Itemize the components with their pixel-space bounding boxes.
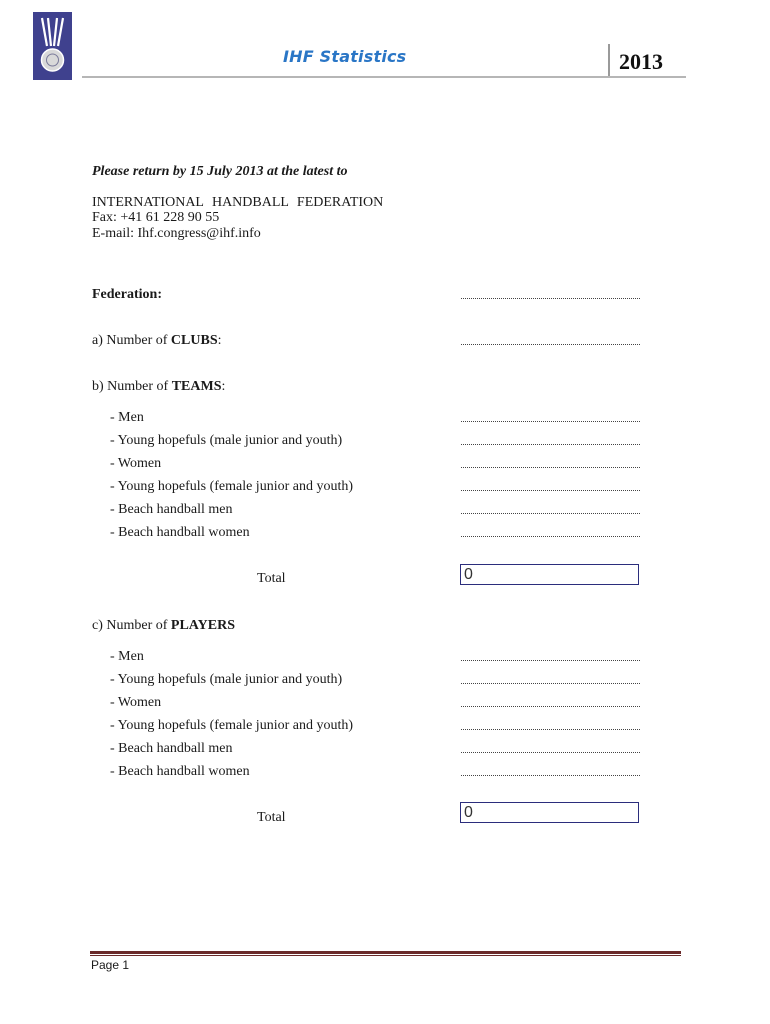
- teams-women-field[interactable]: [461, 465, 640, 468]
- players-item-women: - Women: [110, 695, 162, 710]
- ihf-emblem-icon: [33, 12, 72, 80]
- page-title: IHF Statistics: [283, 47, 407, 66]
- page-number: Page 1: [91, 958, 130, 972]
- players-women-field[interactable]: [461, 704, 640, 707]
- teams-item-men: - Men: [110, 410, 144, 425]
- players-total-value: 0: [464, 804, 473, 821]
- players-young-male-field[interactable]: [461, 681, 640, 684]
- players-item-beach-men: - Beach handball men: [110, 741, 233, 756]
- teams-total-value: 0: [464, 566, 473, 583]
- header-rule: [82, 76, 686, 78]
- teams-young-female-field[interactable]: [461, 488, 640, 491]
- teams-total-field[interactable]: [460, 564, 639, 585]
- teams-item-young-male: - Young hopefuls (male junior and youth): [110, 433, 343, 448]
- teams-item-women: - Women: [110, 456, 162, 471]
- players-total-label: Total: [257, 810, 286, 825]
- players-item-beach-women: - Beach handball women: [110, 764, 250, 779]
- teams-item-beach-women: - Beach handball women: [110, 525, 250, 540]
- header-divider: [608, 44, 610, 76]
- federation-label: Federation:: [92, 287, 162, 302]
- teams-beach-men-field[interactable]: [461, 511, 640, 514]
- players-young-female-field[interactable]: [461, 727, 640, 730]
- players-beach-men-field[interactable]: [461, 750, 640, 753]
- players-item-men: - Men: [110, 649, 144, 664]
- header-year: 2013: [619, 49, 663, 74]
- teams-item-young-female: - Young hopefuls (female junior and youth): [110, 479, 354, 494]
- email-address: E-mail: Ihf.congress@ihf.info: [92, 226, 261, 241]
- teams-total-label: Total: [257, 571, 286, 586]
- footer-rule-thin: [90, 955, 681, 956]
- deadline-text: Please return by 15 July 2013 at the latest to: [92, 164, 348, 179]
- organization-name: INTERNATIONAL HANDBALL FEDERATION: [92, 195, 384, 210]
- federation-field[interactable]: [461, 296, 640, 299]
- clubs-label: a) Number of CLUBS:: [92, 333, 222, 348]
- ihf-logo: [33, 12, 72, 80]
- fax-number: Fax: +41 61 228 90 55: [92, 210, 220, 225]
- teams-beach-women-field[interactable]: [461, 534, 640, 537]
- clubs-field[interactable]: [461, 342, 640, 345]
- players-item-young-female: - Young hopefuls (female junior and youth): [110, 718, 354, 733]
- teams-item-beach-men: - Beach handball men: [110, 502, 233, 517]
- players-total-field[interactable]: [460, 802, 639, 823]
- players-beach-women-field[interactable]: [461, 773, 640, 776]
- teams-heading: b) Number of TEAMS:: [92, 379, 226, 394]
- teams-men-field[interactable]: [461, 419, 640, 422]
- players-heading: c) Number of PLAYERS: [92, 618, 235, 633]
- footer-rule: [90, 951, 681, 954]
- teams-young-male-field[interactable]: [461, 442, 640, 445]
- players-item-young-male: - Young hopefuls (male junior and youth): [110, 672, 343, 687]
- players-men-field[interactable]: [461, 658, 640, 661]
